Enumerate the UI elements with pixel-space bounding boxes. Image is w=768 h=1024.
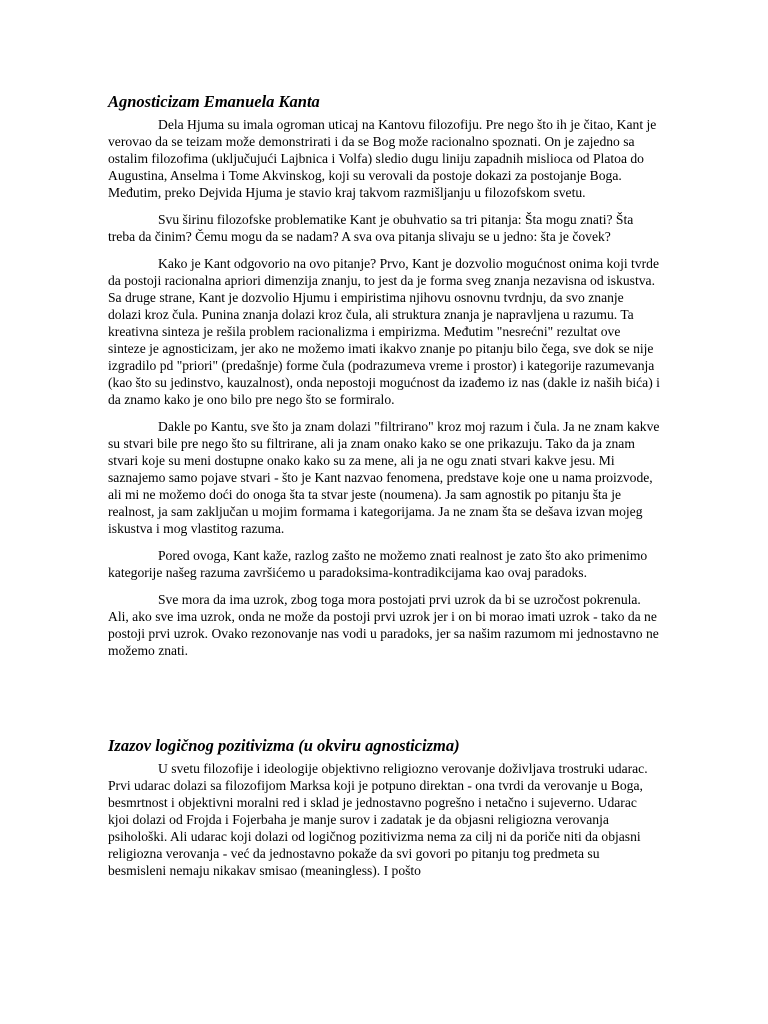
paragraph: U svetu filozofije i ideologije objektivno religiozno verovanje doživljava trostruki udarac. Prvi udarac dolazi sa filozofijom Marksa koji je potpuno direktan - ona tvrdi da verovanje u Boga, besmrtnost i objektivni moralni red i sklad je jednostavno pogrešno i netačno i sujeverno. Udarac kjoi dolazi od Frojda i Fojerbaha je manje surov i zadatak je da objasni religiozna verovanja psihološki. Ali udarac koji dolazi od logičnog pozitivizma nema za cilj ni da poriče niti da objasni religiozna verovanja - već da jednostavno pokaže da svi govori po pitanju tog predmeta su besmisleni nemaju nikakav smisao (meaningless). I pošto — [108, 761, 648, 878]
paragraph: Kako je Kant odgovorio na ovo pitanje? Prvo, Kant je dozvolio mogućnost onima koji tvrde da postoji racionalna apriori dimenzija znanju, to jest da je forma sveg znanja nezavisna od iskustva. Sa druge strane, Kant je dozvolio Hjumu i empiristima njihovu osnovnu tvrdnju, da svo znanje dolazi kroz čula. Punina znanja dolazi kroz čula, ali struktura znanja je napravljena u razumu. Ta kreativna sinteza je rešila problem racionalizma i empirizma. Međutim "nesrećni" rezultat ove sinteze je agnosticizam, jer ako ne možemo imati ikakvo znanje po pitanju bilo čega, sve dok se nije izgradilo pd "priori" (predašnje) forme čula (podrazumeva vreme i prostor) i kategorije razumevanja (kao što su jedinstvo, kauzalnost), onda nepostoji mogućnost da izađemo iz nas (dakle iz naših bića) i da znamo kako je ono bilo pre nego što se formiralo. — [108, 256, 660, 407]
section-title: Agnosticizam Emanuela Kanta — [108, 92, 320, 111]
section-body — [108, 116, 660, 669]
section-title: Izazov logičnog pozitivizma (u okviru agnosticizma) — [108, 736, 460, 755]
section-body — [108, 760, 660, 889]
paragraph: Sve mora da ima uzrok, zbog toga mora postojati prvi uzrok da bi se uzročost pokrenula. Ali, ako sve ima uzrok, onda ne može da postoji prvi uzrok jer i on bi morao imati uzrok - tako da ne postoji prvi uzrok. Ovako rezonovanje nas vodi u paradoks, jer sa našim razumom mi jednostavno ne možemo znati. — [108, 592, 659, 658]
paragraph: Svu širinu filozofske problematike Kant je obuhvatio sa tri pitanja: Šta mogu znati? Šta treba da činim? Čemu mogu da se nadam? A sva ova pitanja slivaju se u jedno: šta je čovek? — [108, 212, 634, 244]
paragraph: Pored ovoga, Kant kaže, razlog zašto ne možemo znati realnost je zato što ako primenimo kategorije našeg razuma završićemo u paradoksima-kontradikcijama kao ovaj paradoks. — [108, 548, 648, 580]
paragraph: Dakle po Kantu, sve što ja znam dolazi "filtrirano" kroz moj razum i čula. Ja ne znam kakve su stvari bile pre nego što su filtrirane, ali ja znam onako kako se one prikazuju. Tako da ja znam stvari koje su meni dostupne onako kako su za mene, ali ja ne ogu znati stvari kakve jesu. Mi saznajemo samo pojave stvari - što je Kant nazvao fenomena, predstave koje one u nama proizvode, ali mi ne možemo doći do onoga šta ta stvar jeste (noumena). Ja sam agnostik po pitanju šta je realnost, ja sam zaključan u mojim formama i kategorijama. Ja ne znam šta se dešava izvan mojeg iskustva i mog vlastitog razuma. — [108, 419, 660, 536]
paragraph: Dela Hjuma su imala ogroman uticaj na Kantovu filozofiju. Pre nego što ih je čitao, Kant je verovao da se teizam može demonstrirati i da se Bog može racionalno spoznati. On je zajedno sa ostalim filozofima (uključujući Lajbnica i Volfa) sledio dugu liniju zapadnih mislioca od Platoa do Augustina, Anselma i Tome Akvinskog, koji su verovali da postoje dokazi za postojanje Boga. Međutim, preko Dejvida Hjuma je stavio kraj takvom razmišljanju u filozofskom svetu. — [108, 117, 657, 200]
